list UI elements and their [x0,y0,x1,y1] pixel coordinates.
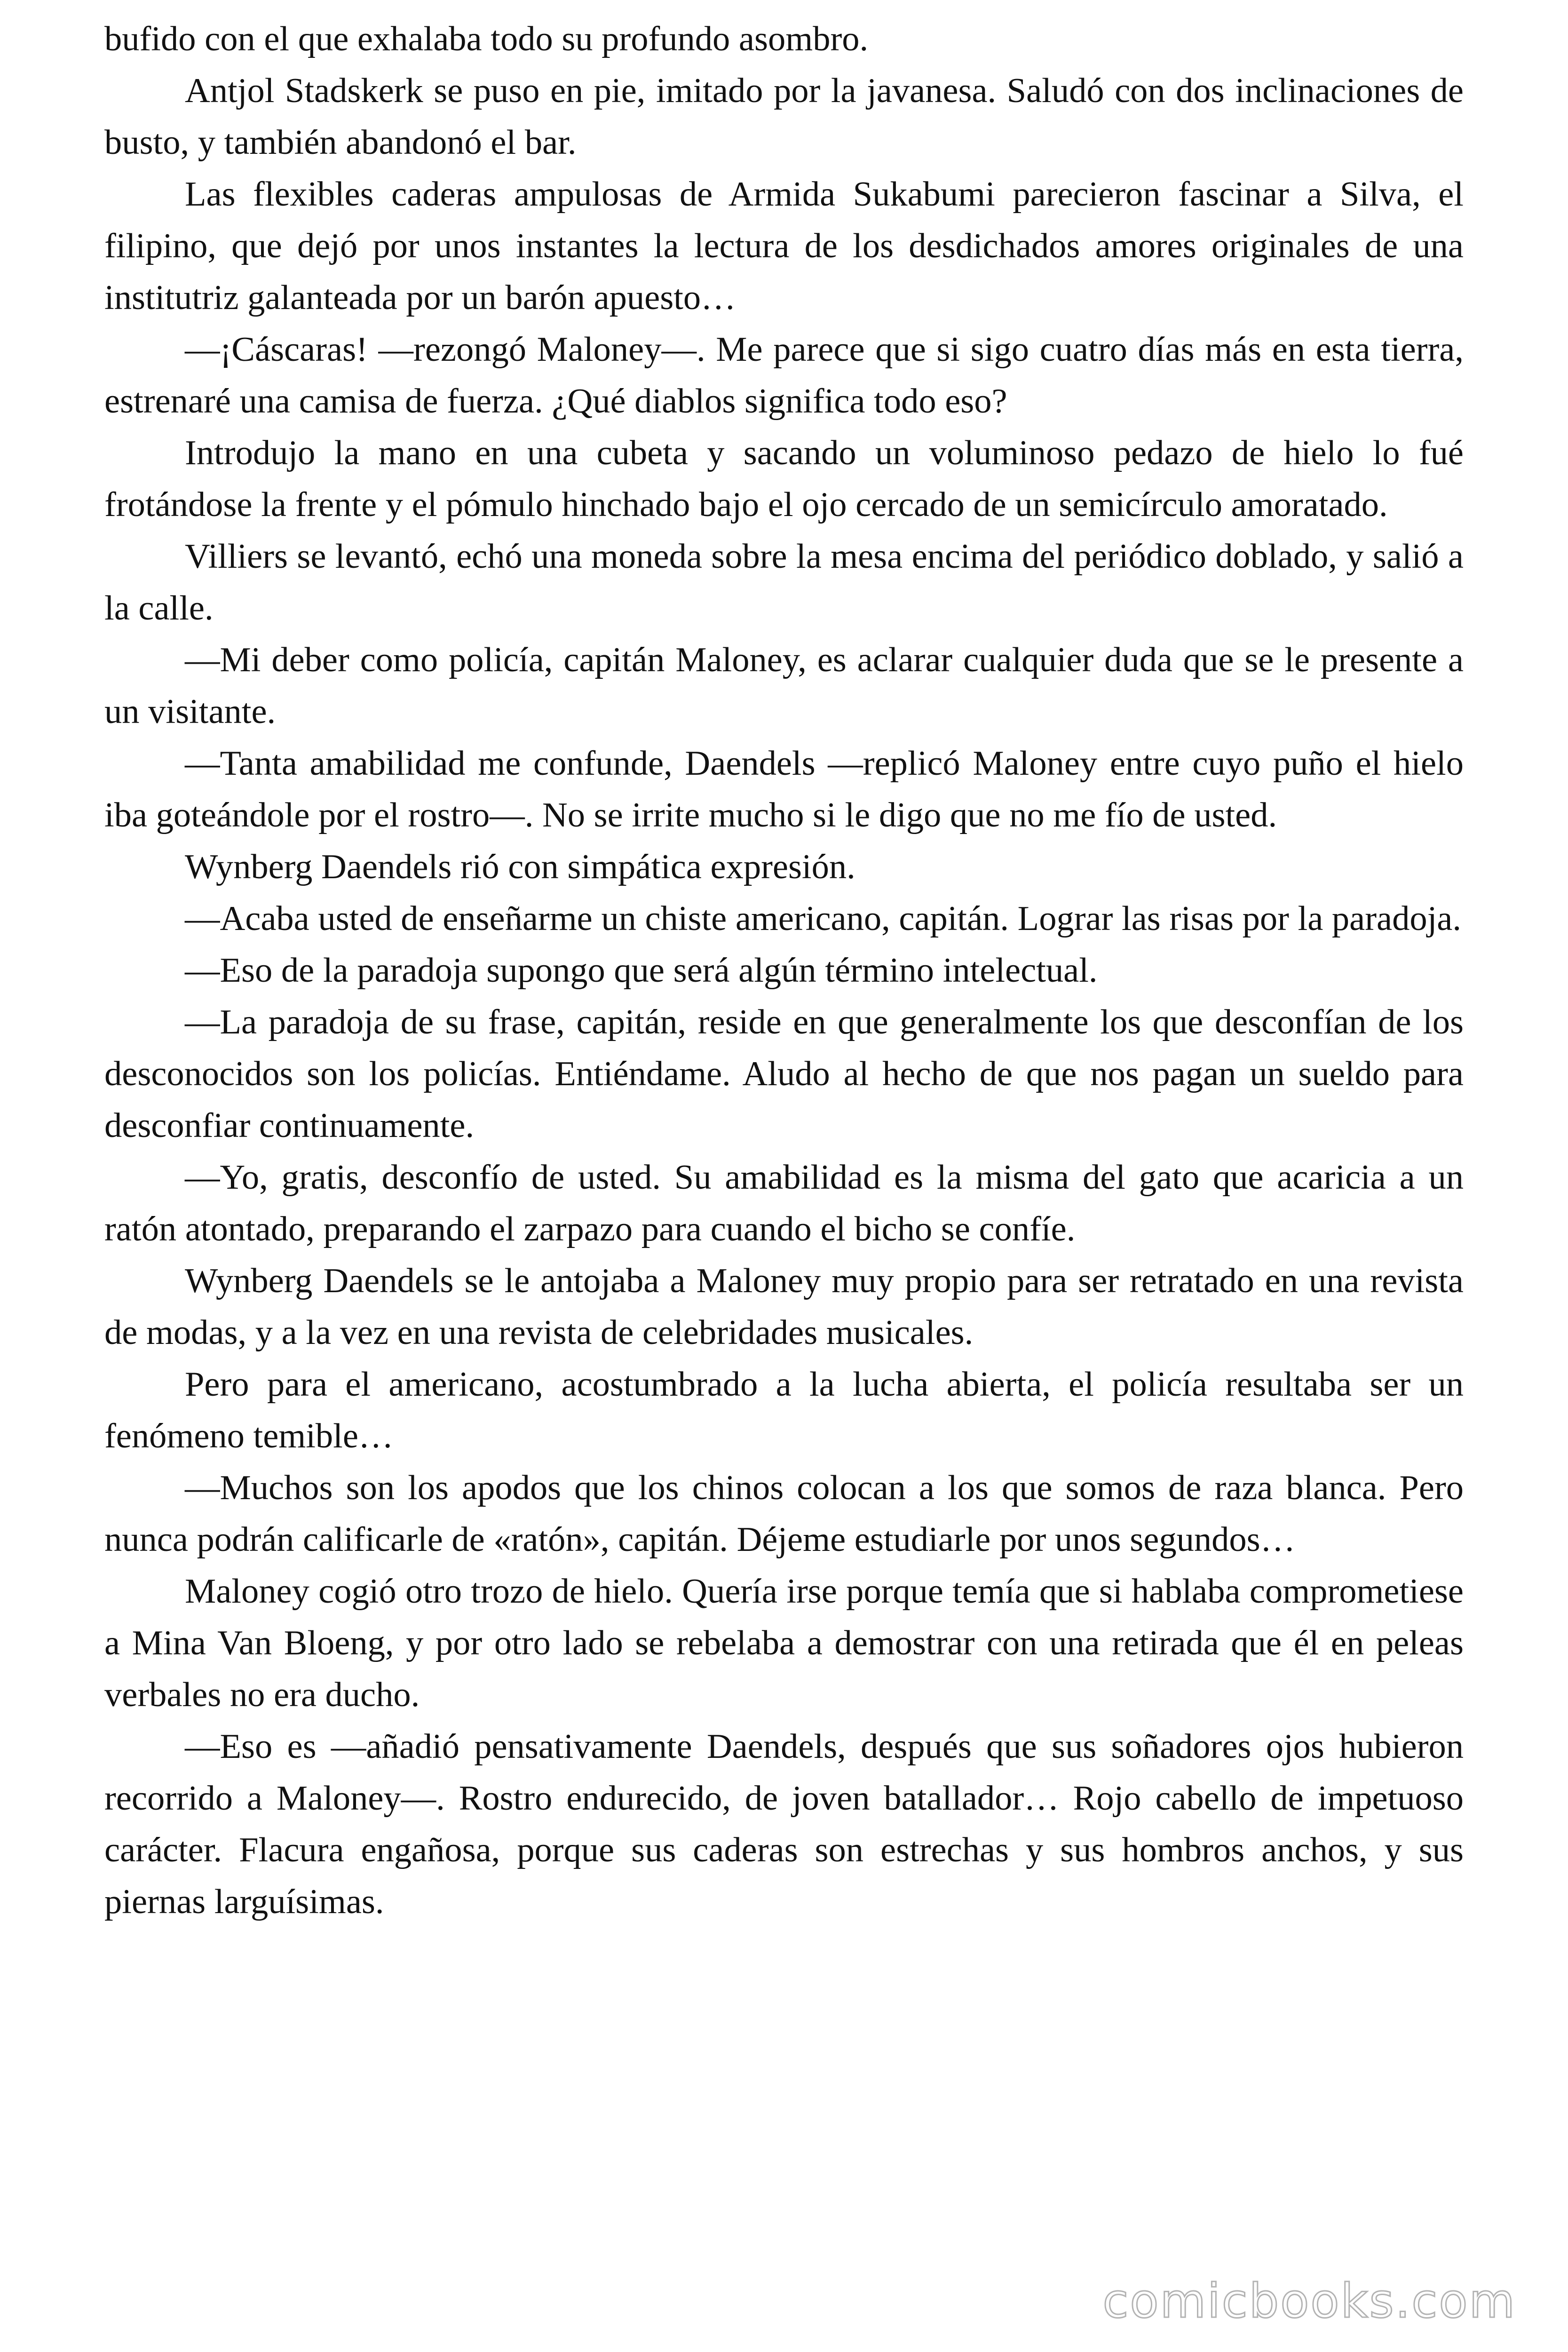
paragraph: —Muchos son los apodos que los chinos colocan a los que somos de raza blanca. Pero nunca podrán calificarle de «ratón», capitán. Déjeme estudiarle por unos segundos… [104,1469,1464,1559]
paragraph: Wynberg Daendels se le antojaba a Maloney muy propio para ser retratado en una revista de modas, y a la vez en una revista de celebridades musicales. [104,1262,1464,1352]
paragraph-continued: bufido con el que exhalaba todo su profundo asombro. [104,20,869,58]
paragraph: —Acaba usted de enseñarme un chiste americano, capitán. Lograr las risas por la paradoja. [185,899,1461,938]
paragraph: —Tanta amabilidad me confunde, Daendels —replicó Maloney entre cuyo puño el hielo iba goteándole por el rostro—. No se irrite mucho si le digo que no me fío de usted. [104,744,1464,834]
watermark: comicbooks.com [1102,2273,1516,2328]
paragraph: —Yo, gratis, desconfío de usted. Su amabilidad es la misma del gato que acaricia a un ratón atontado, preparando el zarpazo para cuando el bicho se confíe. [104,1158,1464,1248]
paragraph: Antjol Stadskerk se puso en pie, imitado por la javanesa. Saludó con dos inclinaciones de busto, y también abandonó el bar. [104,72,1464,162]
paragraph: Wynberg Daendels rió con simpática expresión. [185,848,855,886]
paragraph: Las flexibles caderas ampulosas de Armida Sukabumi parecieron fascinar a Silva, el filipino, que dejó por unos instantes la lectura de los desdichados amores originales de una institutriz galanteada por un barón apuesto… [104,175,1464,317]
paragraph: —Eso de la paradoja supongo que será algún término intelectual. [185,951,1098,990]
paragraph: Pero para el americano, acostumbrado a la lucha abierta, el policía resultaba ser un fenómeno temible… [104,1365,1464,1455]
paragraph: Introdujo la mano en una cubeta y sacando un voluminoso pedazo de hielo lo fué frotándose la frente y el pómulo hinchado bajo el ojo cercado de un semicírculo amoratado. [104,434,1464,524]
paragraph: Villiers se levantó, echó una moneda sobre la mesa encima del periódico doblado, y salió a la calle. [104,537,1464,628]
paragraph: —¡Cáscaras! —rezongó Maloney—. Me parece que si sigo cuatro días más en esta tierra, estrenaré una camisa de fuerza. ¿Qué diablos significa todo eso? [104,330,1464,421]
paragraph: —Mi deber como policía, capitán Maloney, es aclarar cualquier duda que se le presente a un visitante. [104,641,1464,731]
paragraph: Maloney cogió otro trozo de hielo. Quería irse porque temía que si hablaba comprometiese a Mina Van Bloeng, y por otro lado se rebelaba a demostrar con una retirada que él en peleas verbales no era ducho. [104,1572,1464,1714]
body-text [104,13,1464,1928]
paragraph: —La paradoja de su frase, capitán, reside en que generalmente los que desconfían de los desconocidos son los policías. Entiéndame. Aludo al hecho de que nos pagan un sueldo para desconfiar continuamente. [104,1003,1464,1145]
paragraph: —Eso es —añadió pensativamente Daendels, después que sus soñadores ojos hubieron recorrido a Maloney—. Rostro endurecido, de joven batallador… Rojo cabello de impetuoso carácter. Flacura engañosa, porque sus caderas son estrechas y sus hombros anchos, y sus piernas larguísimas. [104,1727,1464,1921]
